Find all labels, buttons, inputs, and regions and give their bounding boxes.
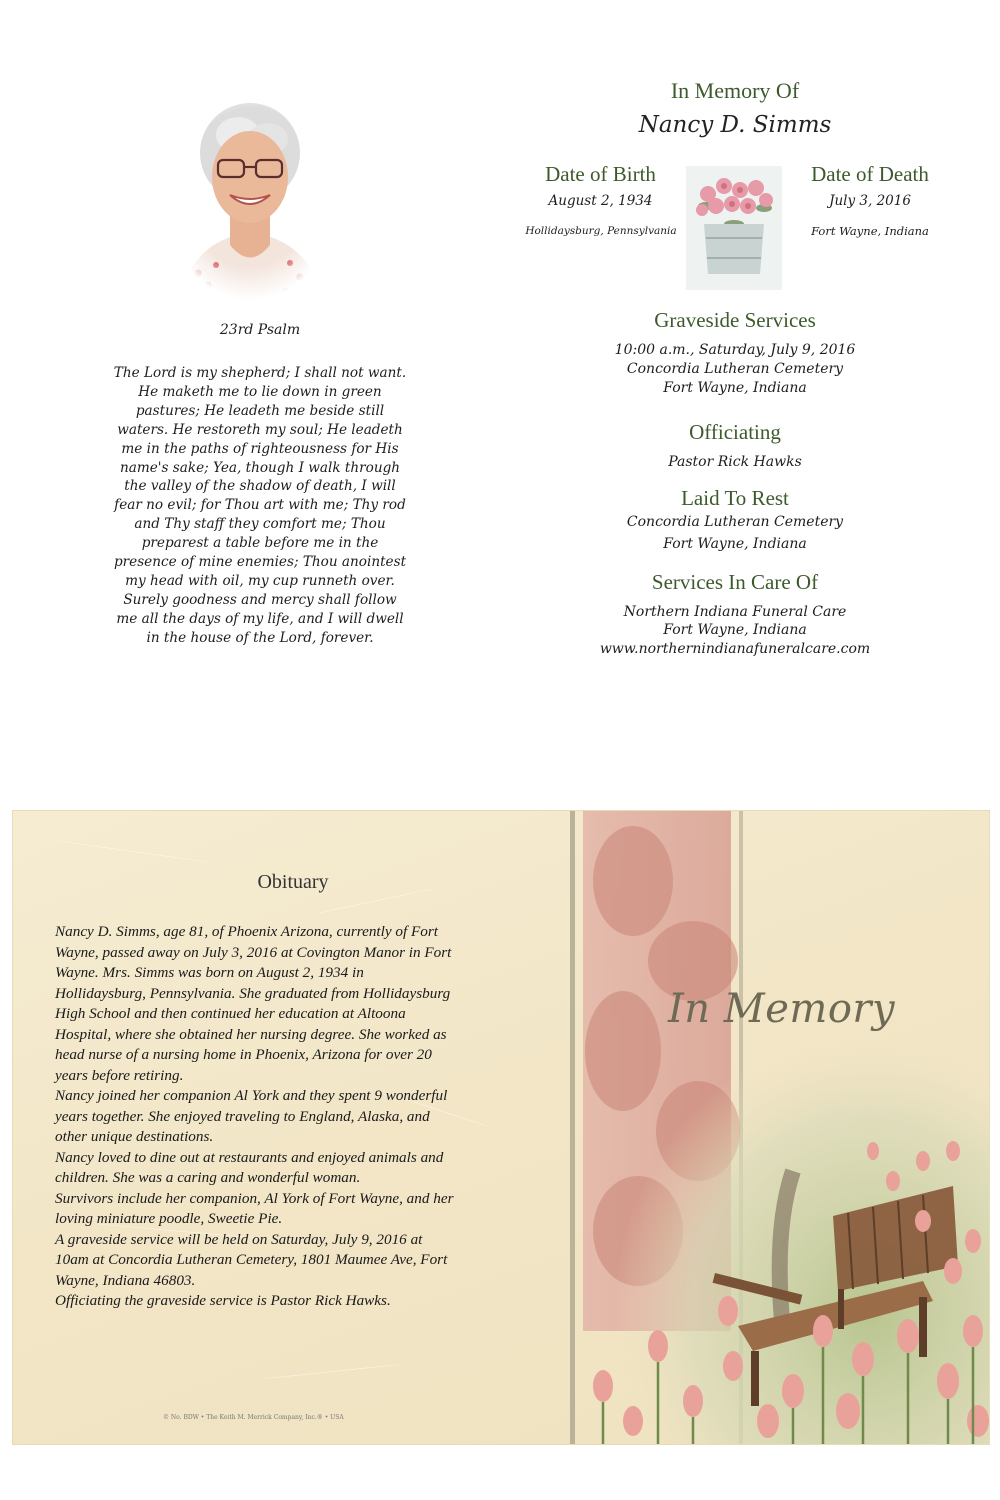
garden-bench-artwork [453,811,989,1444]
fine-print: © No. BDW • The Keith M. Merrick Company, Inc.® • USA [163,1414,344,1421]
date-of-death: July 3, 2016 [829,193,911,209]
obituary-title: Obituary [257,871,329,893]
date-of-birth: August 2, 1934 [548,193,653,209]
laid-to-rest-heading: Laid To Rest [681,486,789,510]
paper-fiber [263,1364,402,1380]
portrait-photo [168,95,333,300]
psalm-text: The Lord is my shepherd; I shall not want. He maketh me to lie down in green pastures; He leadeth me beside still waters. He restoreth my soul; He leadeth me in the paths of righteousness for His name's sake; Yea, though I walk through the valley of the shadow of death, I will fear no evil; for Thou art with me; Thy rod and Thy staff they comfort me; Thou preparest a table before me in the presence of mine enemies; Thou anointest my head with oil, my cup runneth over. Surely goodness and mercy shall follow me all the days of my life, and I will dwell in the house of the Lord, forever. [113,365,407,646]
obituary-paragraph: Survivors include her companion, Al York of Fort Wayne, and her loving miniature poodle, Sweetie Pie. [55,1189,454,1227]
psalm-title: 23rd Psalm [219,322,301,338]
graveside-services-heading: Graveside Services [654,308,816,332]
officiating-heading: Officiating [689,420,781,444]
flower-basket-image [686,166,782,290]
birth-place: Hollidaysburg, Pennsylvania [525,225,677,237]
services-in-care-of-heading: Services In Care Of [651,570,819,594]
paper-fiber [54,840,213,863]
obituary-paragraph: Officiating the graveside service is Pastor Rick Hawks. [55,1292,391,1309]
obituary-paragraph: A graveside service will be held on Saturday, July 9, 2016 at 10am at Concordia Lutheran Cemetery, 1801 Maumee Ave, Fort Wayne, Indiana 46803. [55,1230,448,1289]
officiating-name: Pastor Rick Hawks [668,454,802,470]
date-of-birth-label: Date of Birth [545,162,656,186]
graveside-line-3: Fort Wayne, Indiana [663,380,807,396]
obituary-paragraph: Nancy joined her companion Al York and they spent 9 wonderful years together. She enjoyed traveling to England, Alaska, and other unique destinations. [55,1087,448,1145]
death-place: Fort Wayne, Indiana [811,224,929,238]
in-memory-of-heading: In Memory Of [670,78,800,103]
care-website[interactable]: www.northernindianafuneralcare.com [599,641,871,657]
care-line-1: Northern Indiana Funeral Care [623,604,847,620]
date-of-death-label: Date of Death [811,162,929,186]
in-memory-script: In Memory [668,986,896,1032]
graveside-line-1: 10:00 a.m., Saturday, July 9, 2016 [614,342,856,358]
laid-to-rest-line-1: Concordia Lutheran Cemetery [626,514,844,530]
deceased-name: Nancy D. Simms [638,112,832,138]
outside-cover [12,810,990,1445]
care-line-2: Fort Wayne, Indiana [663,622,807,638]
obituary-paragraph: Nancy loved to dine out at restaurants and enjoyed animals and children. She was a caring and wonderful woman. [55,1148,444,1186]
laid-to-rest-line-2: Fort Wayne, Indiana [663,536,807,552]
obituary-paragraph: Nancy D. Simms, age 81, of Phoenix Arizona, currently of Fort Wayne, passed away on July 3, 2016 at Covington Manor in Fort Wayne. Mrs. Simms was born on August 2, 1934 in Hollidaysburg, Pennsylvania. She graduated from Hollidaysburg High School and then continued her education at Altoona Hospital, where she obtained her nursing degree. She worked as head nurse of a nursing home in Phoenix, Arizona for over 20 years before retiring. [55,923,452,1084]
graveside-line-2: Concordia Lutheran Cemetery [626,361,844,377]
obituary-text [55,922,455,1312]
